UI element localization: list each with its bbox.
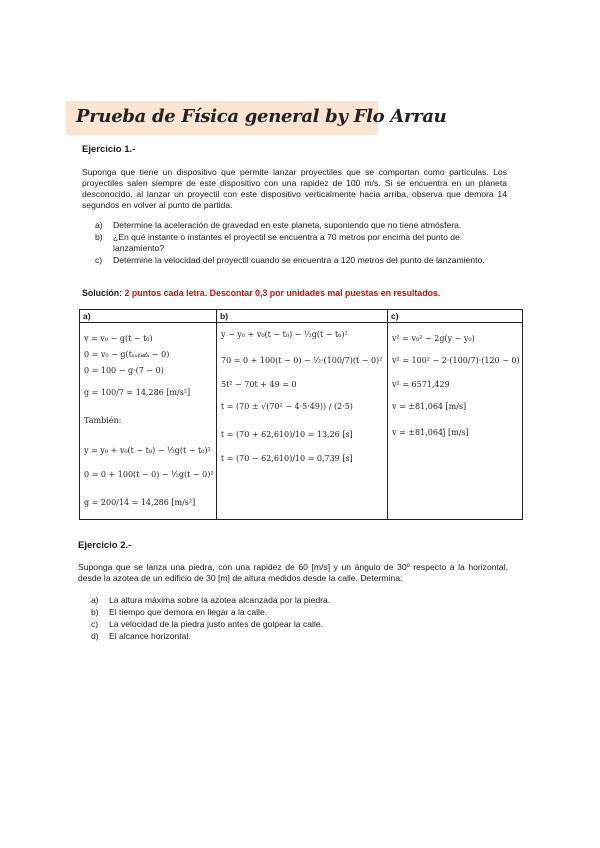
list-item: a) La altura máxima sobre la azotea alcanzada por la piedra. bbox=[91, 595, 331, 605]
list-item: b) El tiempo que demora en llegar a la calle. bbox=[91, 607, 268, 617]
eq-b2: 70 = 0 + 100(t − 0) − ½·(100/7)(t − 0)² bbox=[221, 356, 383, 365]
list-item: b) ¿En qué instante o instantes el proyectil se encuentra a 70 metros por encima del punto de lanzamiento? bbox=[95, 232, 460, 253]
eq-a5: y = y₀ + v₀(t − t₀) − ½g(t − t₀)² bbox=[84, 446, 211, 455]
eq-a3: 0 = 100 − g·(7 − 0) bbox=[84, 366, 164, 375]
eq-a1: v = v₀ − g(t − t₀) bbox=[84, 334, 153, 343]
solution-table bbox=[79, 309, 523, 520]
eq-a2: 0 = v₀ − g(tₛᵤᵦᵢ𝒹ₐ − 0) bbox=[84, 350, 170, 359]
eq-c2: v² = 100² − 2·(100/7)·(120 − 0) bbox=[392, 356, 520, 365]
column-divider bbox=[216, 310, 217, 519]
ejercicio-1-heading: Ejercicio 1.- bbox=[82, 144, 136, 155]
eq-a7: g = 200/14 = 14,286 [m/s²] bbox=[84, 498, 196, 507]
header-b: b) bbox=[220, 311, 229, 321]
list-item: c) La velocidad de la piedra justo antes de golpear la calle. bbox=[91, 619, 324, 629]
eq-c5: v = ±81,064ĵ [m/s] bbox=[392, 428, 469, 437]
header-a: a) bbox=[83, 311, 91, 321]
eq-c3: v² = 6571,429 bbox=[392, 380, 450, 389]
ejercicio-2-heading: Ejercicio 2.- bbox=[78, 540, 132, 551]
eq-b5: t = (70 + 62,610)/10 = 13,26 [s] bbox=[221, 430, 353, 439]
list-item: d) El alcance horizontal. bbox=[91, 631, 191, 641]
eq-a6: 0 = 0 + 100(t − 0) − ½g(t − 0)² bbox=[84, 470, 214, 479]
solution-note: Solución: 2 puntos cada letra. Descontar 0,3 por unidades mal puestas en resultados. bbox=[82, 288, 441, 298]
ejercicio-2-questions bbox=[78, 595, 508, 643]
eq-c1: v² = v₀² − 2g(y − y₀) bbox=[392, 334, 475, 343]
column-divider bbox=[387, 310, 388, 519]
ejercicio-1-statement: Suponga que tiene un dispositivo que permite lanzar proyectiles que se comportan como partículas. Los proyectiles salen siempre de este dispositivo con una rapidez de 100 m/s. Si se encuentra en un planeta desconocido, al lanzar un proyectil con este dispositivo verticalmente hacia arriba, observa que demora 14 segundos en volver al punto de partida. bbox=[82, 167, 507, 210]
ejercicio-2-statement: Suponga que se lanza una piedra, con una rapidez de 60 [m/s] y un ángulo de 30º respecto a la horizontal, desde la azotea de un edificio de 30 [m] de altura medidos desde la calle. Determina: bbox=[78, 562, 508, 583]
list-item: a) Determine la aceleración de gravedad en este planeta, suponiendo que no tiene atmósfera. bbox=[95, 220, 462, 230]
eq-a4: g = 100/7 = 14,286 [m/s²] bbox=[84, 388, 191, 397]
list-item: c) Determine la velocidad del proyectil cuando se encuentra a 120 metros del punto de lanzamiento. bbox=[95, 255, 485, 265]
eq-b6: t = (70 − 62,610)/10 = 0,739 [s] bbox=[221, 454, 353, 463]
header-c: c) bbox=[391, 311, 399, 321]
eq-b4: t = (70 ± √(70² − 4·5·49)) / (2·5) bbox=[221, 402, 353, 411]
tambien-label: También: bbox=[84, 416, 122, 425]
eq-b3: 5t² − 70t + 49 = 0 bbox=[221, 380, 297, 389]
eq-c4: v = ±81,064 [m/s] bbox=[392, 402, 467, 411]
ejercicio-1-questions bbox=[82, 220, 507, 267]
eq-b1: y − y₀ + v₀(t − t₀) − ½g(t − t₀)² bbox=[221, 330, 348, 339]
page-title: Prueba de Física general by Flo Arrau bbox=[76, 106, 447, 127]
header-divider bbox=[80, 322, 522, 323]
